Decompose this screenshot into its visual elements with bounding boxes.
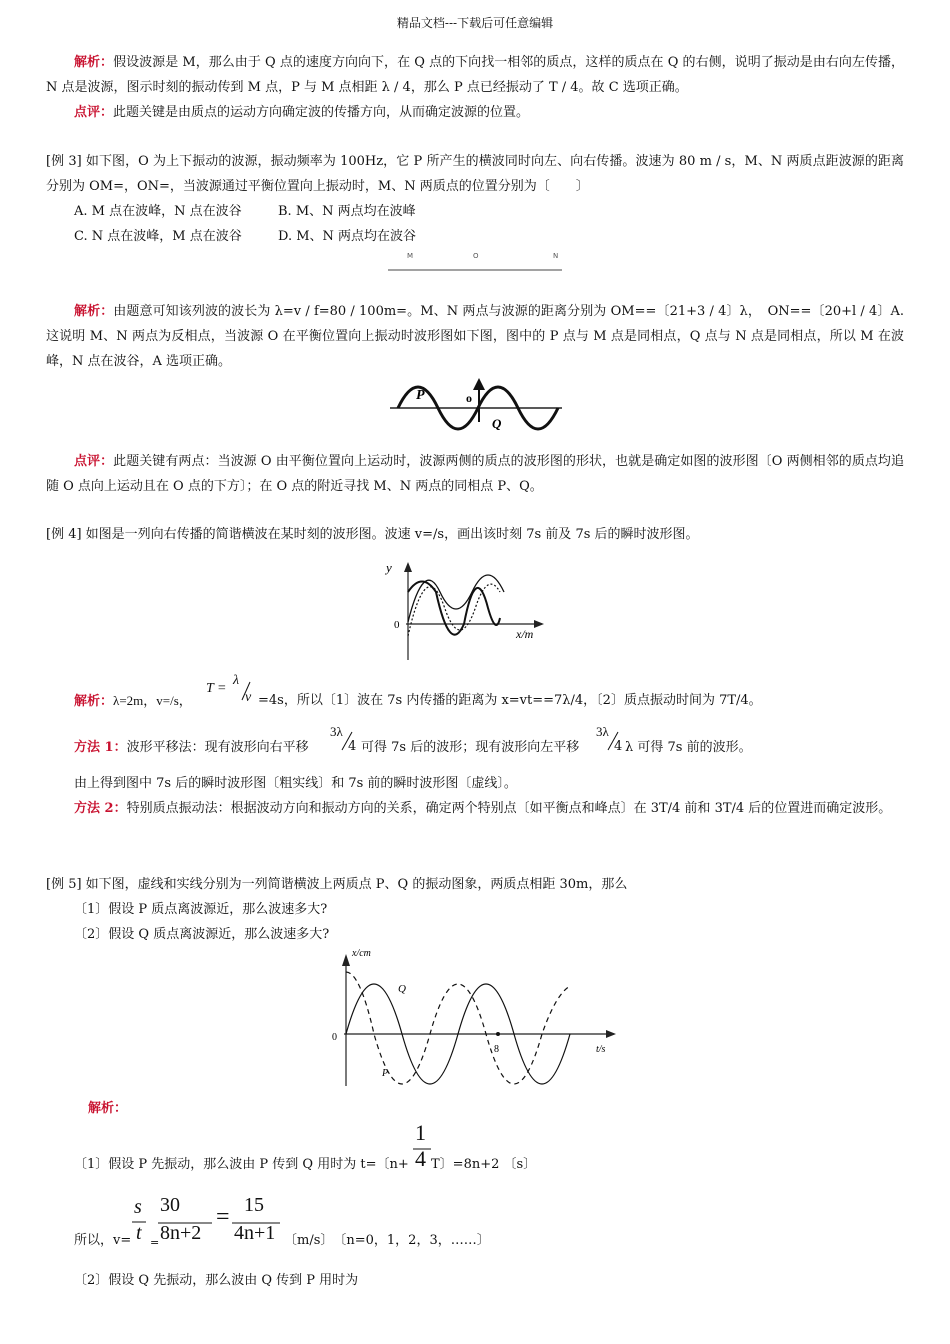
option-d: D. M、N 两点均在波谷 — [278, 229, 417, 244]
point-8 — [496, 1032, 500, 1036]
frac-one: 1 — [415, 1120, 426, 1145]
example-3-question: [例 3] 如下图，O 为上下振动的波源，振动频率为 100Hz，它 P 所产生的横波同时向左、向右传播。波速为 80 m / s，M、N 两质点距波源的距离分别为 OM=，ON=，当波源通过平衡位置向上振动时，M、N 两质点的位置分别为〔 〕 — [46, 154, 904, 194]
method-2-paragraph: 方法 2：特别质点振动法：根据波动方向和振动方向的关系，确定两个特别点〔如平衡点和峰点〕在 3T/4 前和 3T/4 后的位置进而确定波形。 — [74, 801, 892, 816]
question-2: 〔2〕假设 Q 质点离波源近，那么波速多大? — [74, 927, 330, 942]
page-header: 精品文档---下载后可任意编辑 — [396, 16, 554, 30]
x-label: x/m — [516, 627, 534, 641]
analysis-paragraph-1 — [46, 50, 904, 100]
frac-30: 30 — [160, 1194, 180, 1216]
example-3-comment — [46, 449, 904, 499]
mon-axis-figure — [385, 247, 565, 277]
analysis-label: 解析： — [74, 55, 114, 70]
wave-shift-figure — [376, 556, 554, 662]
big-equals: = — [216, 1204, 230, 1230]
frac-15: 15 — [244, 1194, 264, 1216]
option-a: A. M 点在波峰，N 点在波谷 — [74, 204, 242, 219]
solution-1-line: 〔1〕假设 P 先振动，那么波由 P 传到 Q 用时为 t=〔n+ — [74, 1157, 409, 1172]
zero-label: 0 — [394, 619, 400, 631]
frac-t: t — [136, 1222, 142, 1244]
q-label: Q — [398, 983, 406, 995]
frac-4n1: 4n+1 — [234, 1222, 276, 1244]
label-m: M — [407, 252, 414, 260]
analysis-text: 假设波源是 M，那么由于 Q 点的速度方向向下，在 Q 点的下向找一相邻的质点，这样的质点在 Q 的右侧，说明了振动是由右向左传播，N 点是波源，图示时刻的振动传到 M 点，P 与 M 点相距 λ / 4，那么 P 点已经振动了 T / 4。故 C 选项正确。 — [46, 55, 904, 95]
comment-text: 此题关键是由质点的运动方向确定波的传播方向，从而确定波源的位置。 — [113, 105, 530, 120]
frac-four: 4 — [415, 1146, 426, 1171]
label-o: o — [466, 391, 472, 405]
y-label: y — [386, 560, 392, 575]
comment-label: 点评： — [74, 454, 114, 469]
label-o: O — [473, 252, 479, 260]
example-3-analysis — [46, 299, 904, 374]
comment-label: 点评： — [74, 105, 114, 120]
option-b: B. M、N 两点均在波峰 — [278, 204, 416, 219]
label-n: N — [553, 252, 559, 260]
units-and-n: 〔m/s〕 〔n=0，1，2，3，……〕 — [284, 1233, 490, 1248]
frac1-den: 4 — [348, 739, 357, 754]
y-label: x/cm — [352, 948, 371, 959]
p-label: P — [382, 1068, 389, 1079]
example-4-summary: 由上得到图中 7s 后的瞬时波形图〔粗实线〕和 7s 前的瞬时波形图〔虚线〕。 — [74, 776, 517, 791]
eight-label: 8 — [494, 1044, 499, 1055]
example-5-question: [例 5] 如下图，虚线和实线分别为一列简谐横波上两质点 P、Q 的振动图象，两质点相距 30m，那么 — [46, 877, 628, 892]
option-c: C. N 点在波峰，M 点在波谷 — [74, 229, 242, 244]
fraction-v: v — [245, 690, 252, 705]
label-q: Q — [492, 416, 502, 431]
p-curve — [346, 972, 570, 1084]
frac-8n2: 8n+2 — [160, 1222, 202, 1244]
example-4-question: [例 4] 如图是一列向右传播的简谐横波在某时刻的波形图。波速 v=/s，画出该时刻 7s 前及 7s 后的瞬时波形图。 — [46, 527, 699, 542]
label-p: P — [416, 388, 425, 403]
analysis-label: 解析： — [74, 304, 114, 319]
frac2-num: 3λ — [596, 724, 609, 739]
comment-text: 此题关键有两点：当波源 O 由平衡位置向上运动时，波源两侧的质点的波形图的形状，也就是确定如图的波形图〔O 两侧相邻的质点均追随 O 点向上运动且在 O 点的下方〕；在 O 点的附近寻找 M、N 两点的同相点 P、Q。 — [46, 454, 904, 494]
method-1-middle: 可得 7s 后的波形；现有波形向左平移 — [361, 740, 580, 755]
fraction-lambda: λ — [233, 673, 240, 688]
frac1-num: 3λ — [330, 724, 343, 739]
question-1: 〔1〕假设 P 质点离波源近，那么波速多大? — [74, 902, 328, 917]
example-5-analysis-label: 解析： — [88, 1101, 128, 1116]
method-1-end: λ 可得 7s 前的波形。 — [625, 740, 752, 755]
example-4-analysis-rest: =4s，所以〔1〕波在 7s 内传播的距离为 x=vt==7λ/4，〔2〕质点振动时间为 7T/4。 — [258, 693, 762, 708]
arrow-head — [473, 378, 485, 390]
dashed-wave — [408, 584, 500, 636]
zero-label: 0 — [332, 1032, 337, 1043]
example-4-analysis-label: 解析：λ=2m，v=/s， — [74, 693, 192, 709]
vibration-graph-p-q — [330, 944, 622, 1088]
frac2-den: 4 — [614, 739, 623, 754]
period-t-equals: T = — [206, 681, 227, 696]
method-1-label: 方法 1：波形平移法：现有波形向右平移 — [74, 740, 309, 755]
solution-1-line-end: T〕=8n+2 〔s〕 — [431, 1157, 537, 1172]
small-equals: = — [150, 1236, 160, 1249]
comment-paragraph-1 — [74, 104, 529, 122]
solution-2-line: 〔2〕假设 Q 先振动，那么波由 Q 传到 P 用时为 — [74, 1273, 359, 1288]
so-v-equals: 所以，v= — [74, 1233, 132, 1248]
wave-diagram-po-q — [388, 372, 564, 440]
analysis-text: 由题意可知该列波的波长为 λ=v / f=80 / 100m=。M、N 两点与波源的距离分别为 OM==〔21+3 / 4〕λ， ON==〔20+l / 4〕A. 这说明 M、N 两点为反相点，当波源 O 在平衡位置向上振动时波形图如下图，图中的 P 点与 M 点是同相点，Q 点与 N 点是同相点，所以 M 在波峰，N 点在波谷，A 选项正确。 — [46, 304, 904, 369]
t-label: t/s — [596, 1044, 606, 1055]
frac-s: s — [134, 1196, 142, 1218]
